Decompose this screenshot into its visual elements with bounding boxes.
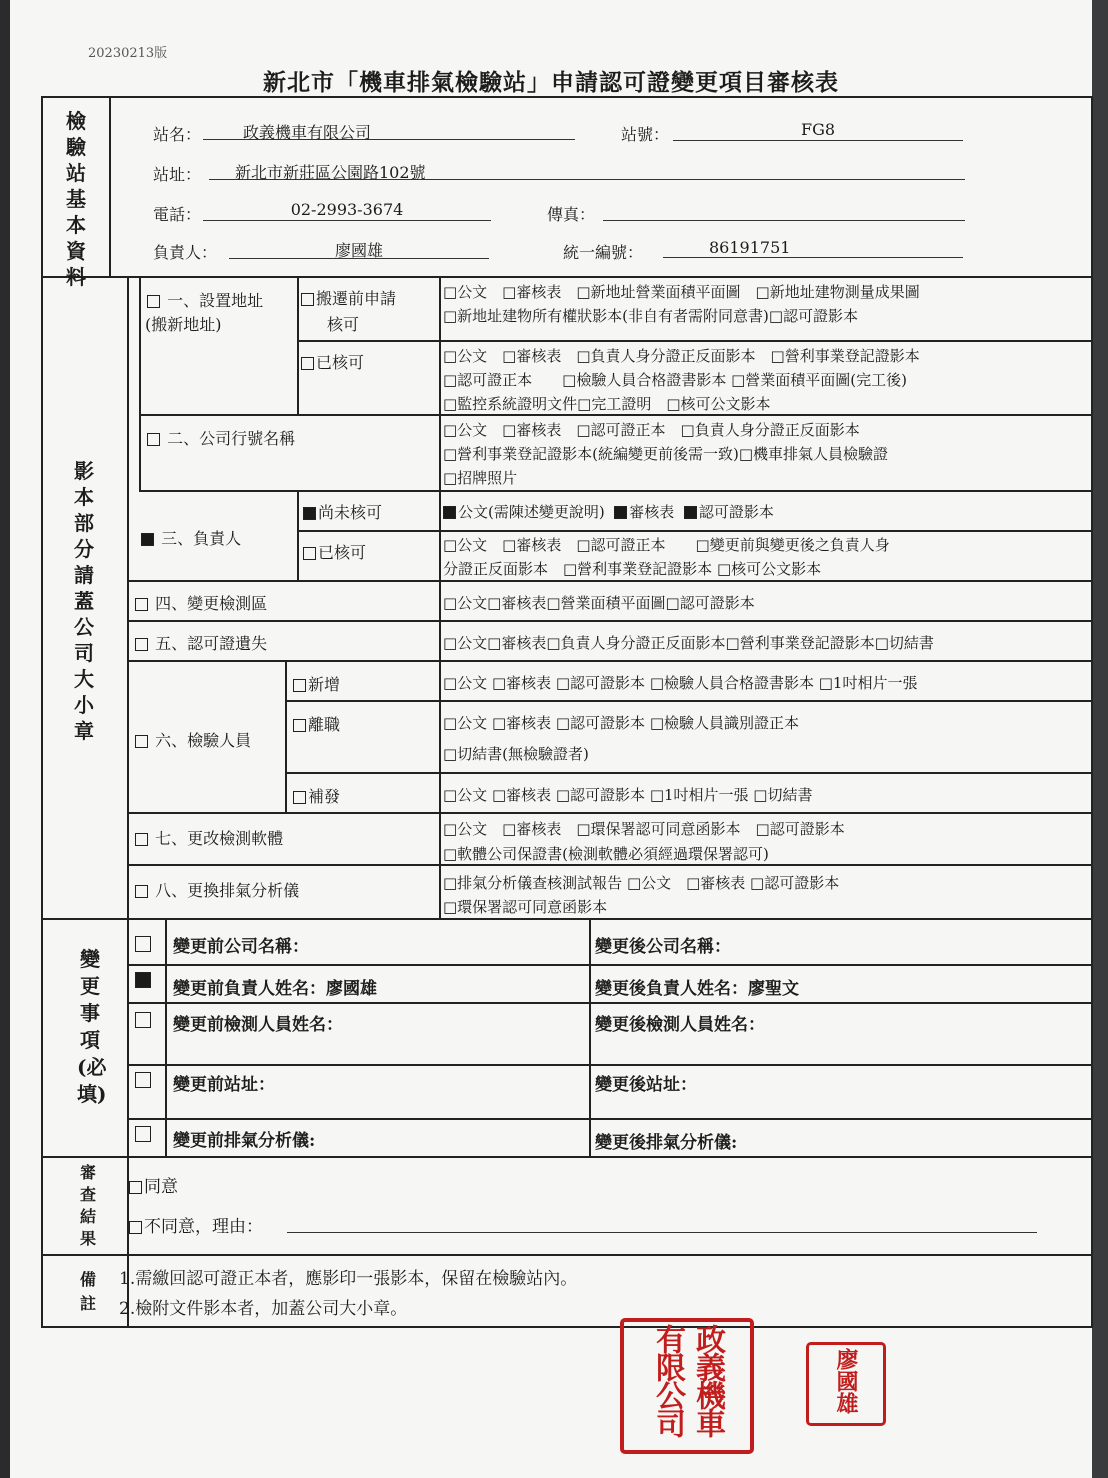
item1b-checkbox[interactable] xyxy=(301,357,314,370)
divider xyxy=(297,530,1093,532)
divider xyxy=(589,918,591,1156)
change-row-1-checkbox[interactable] xyxy=(135,936,151,952)
change-row-4-checkbox[interactable] xyxy=(135,1072,151,1088)
station-address-label: 站址： xyxy=(153,165,202,184)
section-label-items: 影本部分請蓋公司大小章 xyxy=(74,459,94,743)
item3b-docs-line2: 分證正反面影本 □營利事業登記證影本 □核可公文影本 xyxy=(443,560,822,578)
item2-option xyxy=(147,426,295,449)
item3b-option xyxy=(303,540,366,563)
divider xyxy=(297,340,1093,342)
item8-option xyxy=(135,878,299,901)
change-row-4-before: 變更前站址： xyxy=(173,1075,275,1095)
item7-docs-line1: □公文 □審核表 □環保署認可同意函影本 □認可證影本 xyxy=(443,820,845,838)
change-row-2-checkbox[interactable] xyxy=(135,972,151,988)
divider xyxy=(127,660,1093,662)
item3b-label: 已核可 xyxy=(318,543,367,562)
item8-docs-line1: □排氣分析儀查核測試報告 □公文 □審核表 □認可證影本 xyxy=(443,874,840,892)
form-table xyxy=(41,96,1093,1328)
divider xyxy=(285,772,1093,774)
item3a-doc1-checkbox[interactable] xyxy=(443,506,456,519)
item3a-checkbox[interactable] xyxy=(303,507,316,520)
divider xyxy=(297,490,299,580)
item2-docs-line1: □公文 □審核表 □認可證正本 □負責人身分證正反面影本 xyxy=(443,421,860,439)
change-row-5-before: 變更前排氣分析儀: xyxy=(173,1131,316,1151)
owner-label: 負責人： xyxy=(153,243,218,262)
item1-sub: (搬新地址) xyxy=(145,315,222,334)
item1b-option xyxy=(301,350,364,373)
form-title: 新北市「機車排氣檢驗站」申請認可證變更項目審核表 xyxy=(263,69,839,96)
item6a-checkbox[interactable] xyxy=(293,679,306,692)
item6a-label: 新增 xyxy=(308,675,341,694)
review-agree-option xyxy=(129,1172,178,1197)
item1-label: 一、設置地址 xyxy=(167,291,264,310)
company-seal xyxy=(620,1318,754,1454)
tax-id-label: 統一編號： xyxy=(563,243,644,262)
change-row-1-before: 變更前公司名稱： xyxy=(173,937,309,957)
item6a-docs: □公文 □審核表 □認可證影本 □檢驗人員合格證書影本 □1吋相片一張 xyxy=(443,674,918,692)
item3a-label: 尚未核可 xyxy=(318,503,383,522)
item6c-docs: □公文 □審核表 □認可證影本 □1吋相片一張 □切結書 xyxy=(443,786,813,804)
owner-seal xyxy=(806,1342,886,1426)
item2-docs-line3: □招牌照片 xyxy=(443,469,518,487)
item1b-docs-line1: □公文 □審核表 □負責人身分證正反面影本 □營利事業登記證影本 xyxy=(443,347,920,365)
section-label-notes: 備註 xyxy=(79,1270,96,1313)
divider xyxy=(297,276,299,414)
divider xyxy=(439,580,441,918)
item5-option xyxy=(135,631,267,654)
item1a-option xyxy=(301,286,396,309)
divider xyxy=(139,276,141,490)
change-row-4-after: 變更後站址： xyxy=(595,1075,697,1095)
item2-label: 二、公司行號名稱 xyxy=(167,429,296,448)
item6b-option xyxy=(293,712,340,735)
review-disagree-option xyxy=(129,1212,263,1237)
station-name-label: 站名： xyxy=(153,125,202,144)
change-row-2-before: 變更前負責人姓名：廖國雄 xyxy=(173,979,377,999)
change-row-5-after: 變更後排氣分析儀: xyxy=(595,1133,738,1153)
item1a-label: 搬遷前申請 xyxy=(316,289,397,308)
station-name-field[interactable]: 政義機車有限公司 xyxy=(203,120,575,140)
item4-label: 四、變更檢測區 xyxy=(155,594,268,613)
item8-label: 八、更換排氣分析儀 xyxy=(155,881,300,900)
item3a-doc1: 公文(需陳述變更說明) xyxy=(458,503,605,521)
form-paper xyxy=(10,0,1092,1478)
review-disagree-checkbox[interactable] xyxy=(129,1221,142,1234)
note-2: 2.檢附文件影本者，加蓋公司大小章。 xyxy=(119,1299,408,1319)
item6c-checkbox[interactable] xyxy=(293,791,306,804)
section-label-review: 審查結果 xyxy=(79,1163,96,1248)
item6c-label: 補發 xyxy=(308,787,341,806)
change-row-2-after: 變更後負責人姓名：廖聖文 xyxy=(595,979,799,999)
section-label-station: 檢驗站基本資料 xyxy=(66,109,86,289)
item7-option xyxy=(135,826,283,849)
divider xyxy=(127,1064,1093,1066)
item3-label: 三、負責人 xyxy=(161,529,242,548)
note-1: 1.需繳回認可證正本者，應影印一張影本，保留在檢驗站內。 xyxy=(119,1269,578,1289)
divider xyxy=(127,580,1093,582)
item3-option xyxy=(141,526,241,549)
divider xyxy=(109,98,111,276)
item3a-doc2: 審核表 xyxy=(629,503,675,521)
item1b-label: 已核可 xyxy=(316,353,365,372)
item6c-option xyxy=(293,784,340,807)
tax-id-field[interactable]: 86191751 xyxy=(663,238,963,258)
item1a-docs-line1: □公文 □審核表 □新地址營業面積平面圖 □新地址建物測量成果圖 xyxy=(443,283,920,301)
item3b-docs-line1: □公文 □審核表 □認可證正本 □變更前與變更後之負責人身 xyxy=(443,536,890,554)
item3a-doc3: 認可證影本 xyxy=(698,503,774,521)
section-label-changes: 變更事項(必填) xyxy=(77,947,107,1106)
disagree-reason-field[interactable] xyxy=(287,1212,1037,1233)
divider xyxy=(127,812,1093,814)
item7-checkbox[interactable] xyxy=(135,833,148,846)
divider xyxy=(127,1118,1093,1120)
item5-label: 五、認可證遺失 xyxy=(155,634,268,653)
divider xyxy=(139,414,1093,416)
phone-label: 電話： xyxy=(153,205,202,224)
item3a-doc3-checkbox[interactable] xyxy=(684,506,697,519)
item5-docs: □公文□審核表□負責人身分證正反面影本□營利事業登記證影本□切結書 xyxy=(443,634,934,652)
item6b-docs-line2: □切結書(無檢驗證者) xyxy=(443,745,589,763)
item1-option xyxy=(147,288,263,311)
divider xyxy=(127,620,1093,622)
company-seal-text: 政義機車有限公司 xyxy=(650,1324,725,1436)
item1b-docs-line2: □認可證正本 □檢驗人員合格證書影本 □營業面積平面圖(完工後) xyxy=(443,371,907,389)
divider xyxy=(165,918,167,1156)
item1-checkbox[interactable] xyxy=(147,295,160,308)
item6b-docs-line1: □公文 □審核表 □認可證影本 □檢驗人員識別證正本 xyxy=(443,714,799,732)
owner-seal-text: 廖國雄 xyxy=(833,1348,859,1414)
change-row-1-after: 變更後公司名稱： xyxy=(595,937,731,957)
version-text: 20230213版 xyxy=(88,46,168,61)
item4-checkbox[interactable] xyxy=(135,598,148,611)
divider xyxy=(127,1002,1093,1004)
item7-label: 七、更改檢測軟體 xyxy=(155,829,284,848)
fax-field[interactable] xyxy=(603,200,965,221)
divider xyxy=(43,1156,1093,1158)
review-agree-checkbox[interactable] xyxy=(129,1181,142,1194)
item4-docs: □公文□審核表□營業面積平面圖□認可證影本 xyxy=(443,594,755,612)
divider xyxy=(127,864,1093,866)
station-address-field[interactable]: 新北市新莊區公園路102號 xyxy=(209,160,965,180)
review-disagree-label: 不同意，理由： xyxy=(144,1217,263,1237)
item6-checkbox[interactable] xyxy=(135,735,148,748)
fax-label: 傳真： xyxy=(547,205,596,224)
change-row-3-after: 變更後檢測人員姓名： xyxy=(595,1015,765,1035)
divider xyxy=(285,700,1093,702)
change-row-5-checkbox[interactable] xyxy=(135,1126,151,1142)
item3a-doc2-checkbox[interactable] xyxy=(614,506,627,519)
station-code-label: 站號： xyxy=(621,125,670,144)
item2-docs-line2: □營利事業登記證影本(統編變更前後需一致)□機車排氣人員檢驗證 xyxy=(443,445,889,463)
divider xyxy=(285,660,287,812)
item1a-checkbox[interactable] xyxy=(301,293,314,306)
change-row-3-checkbox[interactable] xyxy=(135,1012,151,1028)
item8-checkbox[interactable] xyxy=(135,885,148,898)
item6b-label: 離職 xyxy=(308,715,341,734)
item1a-docs-line2: □新地址建物所有權狀影本(非自有者需附同意書)□認可證影本 xyxy=(443,307,859,325)
owner-field[interactable]: 廖國雄 xyxy=(229,238,489,259)
station-code-field[interactable]: FG8 xyxy=(673,120,963,141)
item5-checkbox[interactable] xyxy=(135,638,148,651)
divider xyxy=(43,918,1093,920)
divider xyxy=(127,276,129,1328)
item8-docs-line2: □環保署認可同意函影本 xyxy=(443,898,608,916)
divider xyxy=(43,276,1093,278)
item6b-checkbox[interactable] xyxy=(293,719,306,732)
item7-docs-line2: □軟體公司保證書(檢測軟體必須經過環保署認可) xyxy=(443,845,769,863)
item3b-checkbox[interactable] xyxy=(303,547,316,560)
item1b-docs-line3: □監控系統證明文件□完工證明 □核可公文影本 xyxy=(443,395,771,413)
divider xyxy=(139,490,1093,492)
divider xyxy=(439,276,441,580)
review-agree-label: 同意 xyxy=(144,1177,178,1197)
item3a-option xyxy=(303,500,382,523)
item3a-docs xyxy=(443,501,774,522)
item1a-label2: 核可 xyxy=(327,315,360,334)
item6-label: 六、檢驗人員 xyxy=(155,731,252,750)
phone-field[interactable]: 02-2993-3674 xyxy=(203,200,491,221)
divider xyxy=(43,1254,1093,1256)
item3-checkbox[interactable] xyxy=(141,533,154,546)
item6a-option xyxy=(293,672,340,695)
item2-checkbox[interactable] xyxy=(147,433,160,446)
change-row-3-before: 變更前檢測人員姓名： xyxy=(173,1015,343,1035)
item4-option xyxy=(135,591,267,614)
divider xyxy=(127,964,1093,966)
item6-option xyxy=(135,728,251,751)
